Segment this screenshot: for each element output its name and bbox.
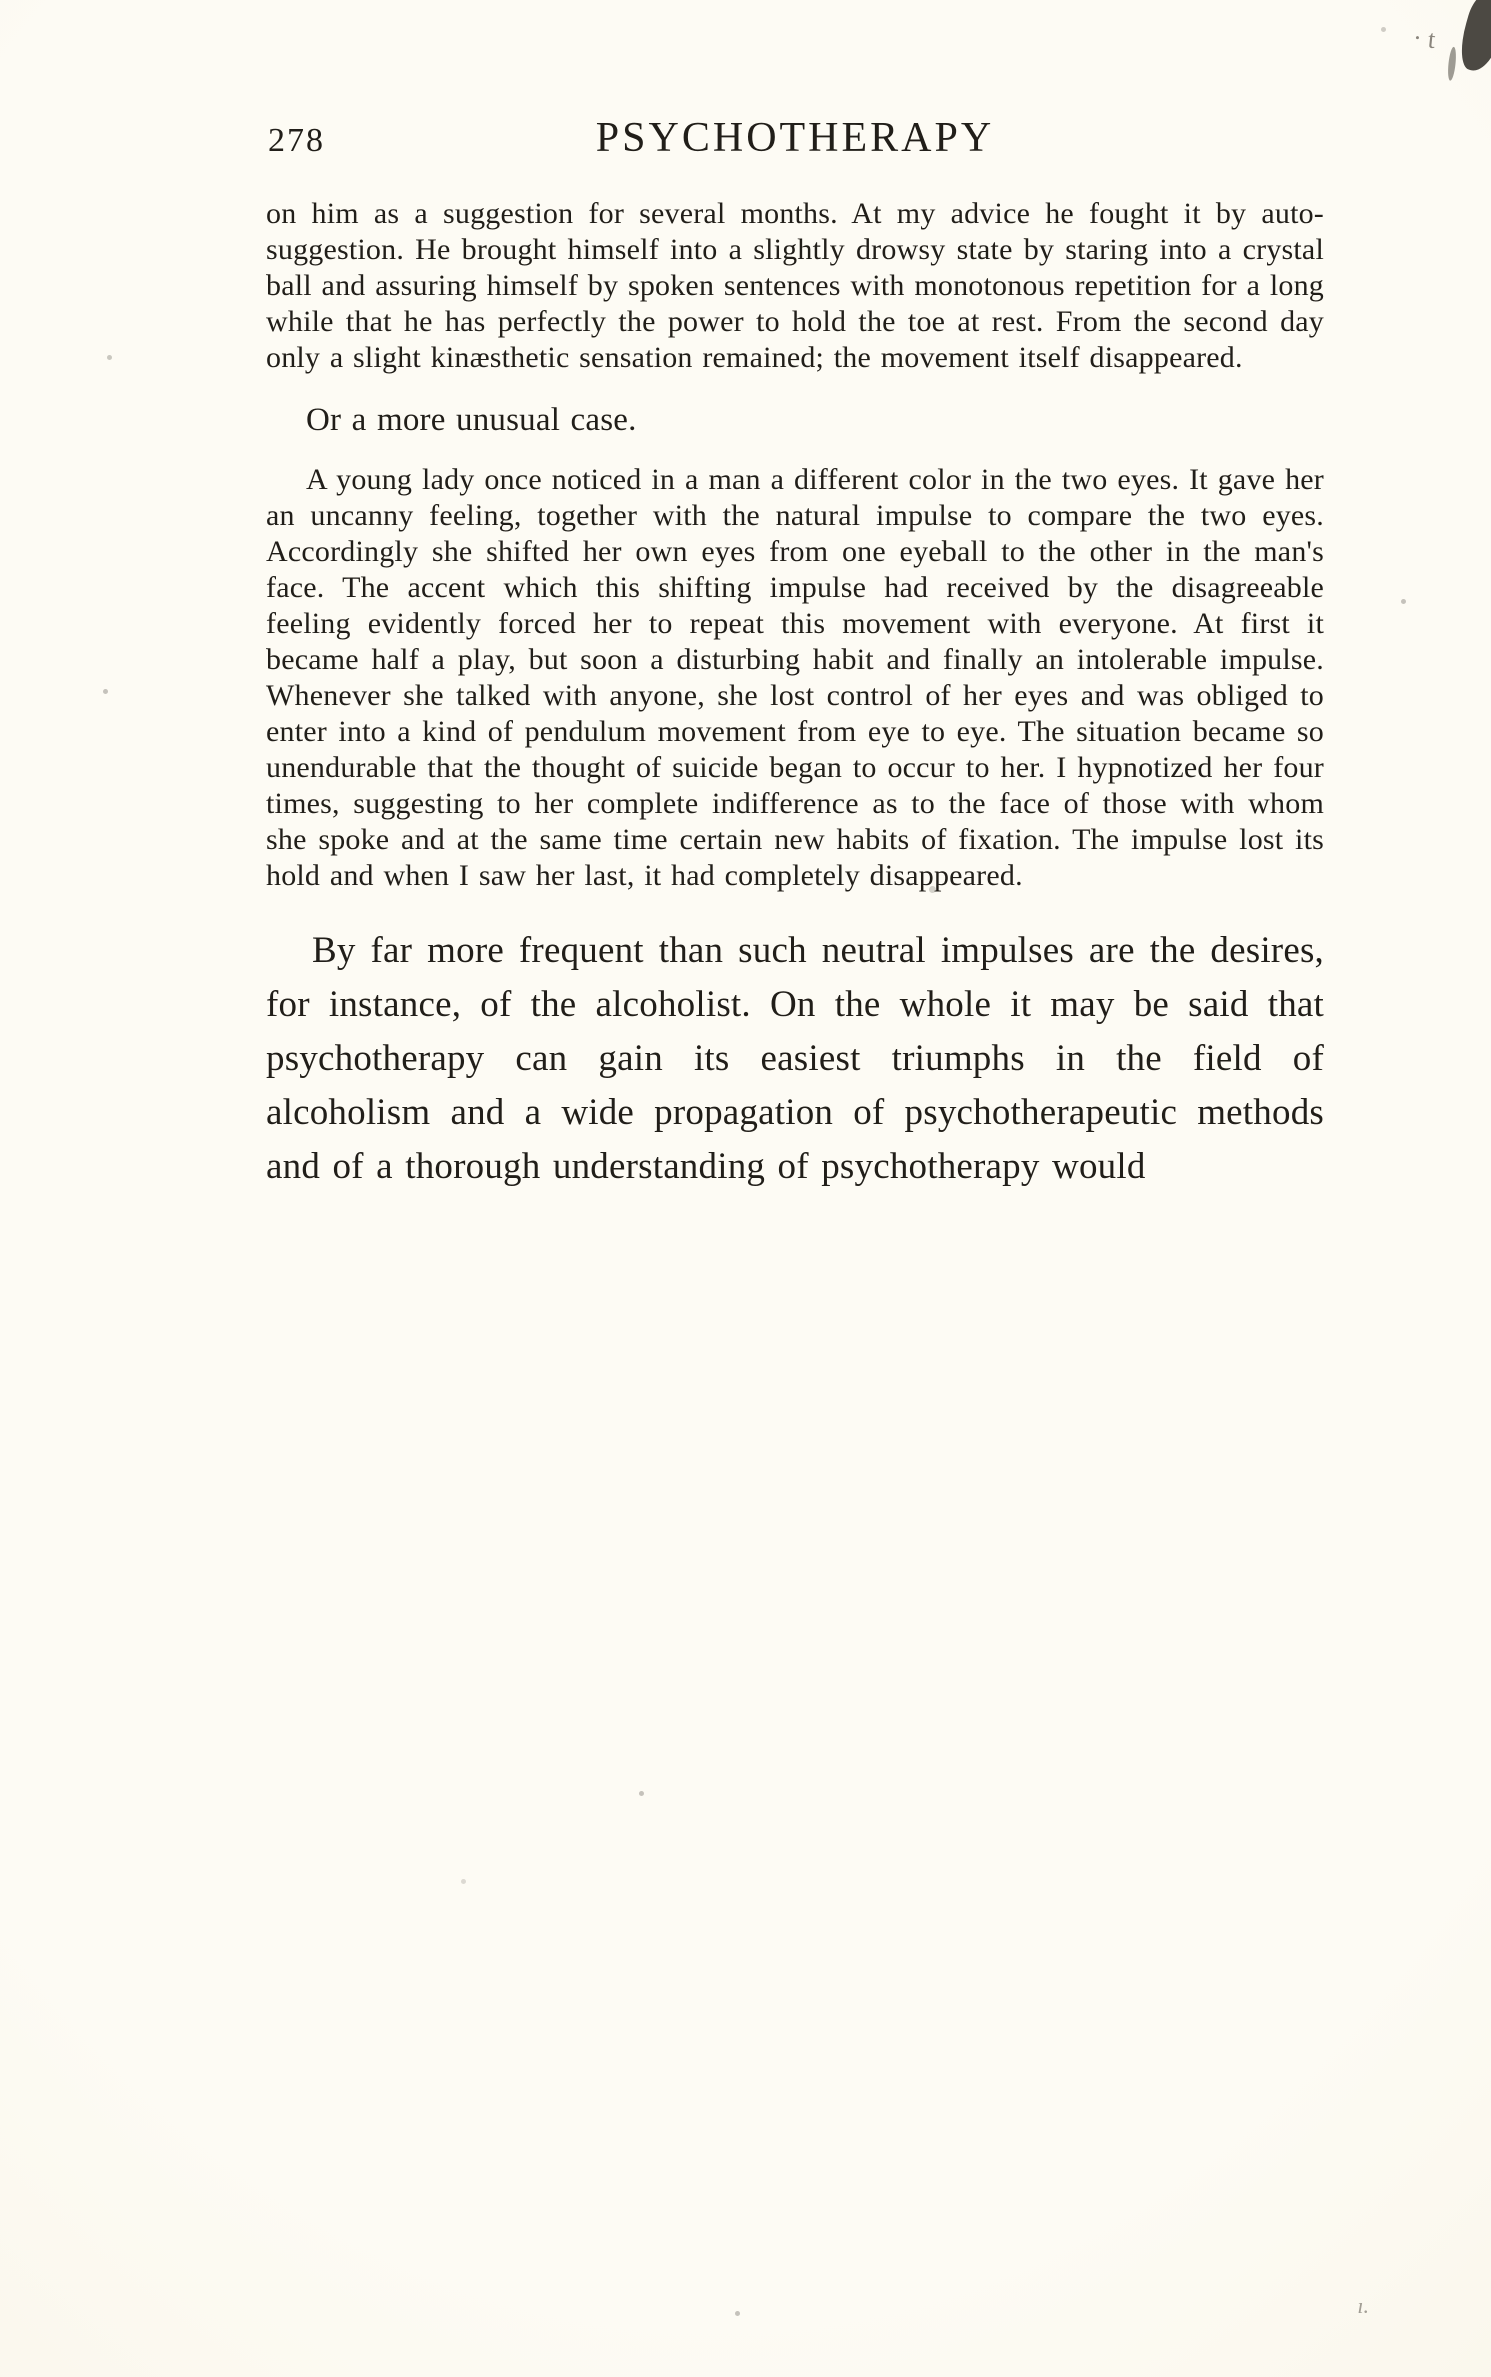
paragraph-case-intro: Or a more unusual case.: [306, 402, 637, 438]
scan-artifact-specks: [0, 0, 3, 3]
scan-artifact-mark: · t: [1411, 22, 1437, 55]
paragraph-alcoholism: By far more frequent than such neutral impulses are the desires, for instance, of the alcoholist. On the whole it may be said that psychotherapy can gain its easiest triumphs in the field of alcoholism and a wide propagation of psychotherapeutic methods and of a thorough understanding of psychotherapy would: [266, 930, 1324, 1187]
page-header: [266, 104, 1324, 162]
paragraph-case-story: A young lady once noticed in a man a different color in the two eyes. It gave her an uncanny feeling, together with the natural impulse to compare the two eyes. Accordingly she shifted her own eyes from one eyeball to the other in the man's face. The accent which this shifting impulse had received by the disagreeable feeling evidently forced her to repeat this movement with everyone. At first it became half a play, but soon a disturbing habit and finally an intolerable impulse. Whenever she talked with anyone, she lost control of her eyes and was obliged to enter into a kind of pendulum movement from eye to eye. The situation became so unendurable that the thought of suicide began to occur to her. I hypnotized her four times, suggesting to her complete indifference as to the face of those with whom she spoke and at the same time certain new habits of fixation. The impulse lost its hold and when I saw her last, it had completely disappeared.: [266, 463, 1324, 892]
running-title: PSYCHOTHERAPY: [595, 115, 995, 161]
paragraph-continuation: on him as a suggestion for several months. At my advice he fought it by auto-suggestion. He brought himself into a slightly drowsy state by staring into a crystal ball and assuring himself by spoken sentences with monotonous repetition for a long while that he has perfectly the power to hold the toe at rest. From the second day only a slight kinæsthetic sensation remained; the movement itself disappeared.: [266, 197, 1324, 374]
scan-artifact-ink-blob: [1454, 0, 1491, 75]
scan-artifact-mark: ı.: [1357, 2293, 1369, 2318]
text-column: [266, 104, 1324, 1204]
page-number: 278: [268, 122, 325, 159]
